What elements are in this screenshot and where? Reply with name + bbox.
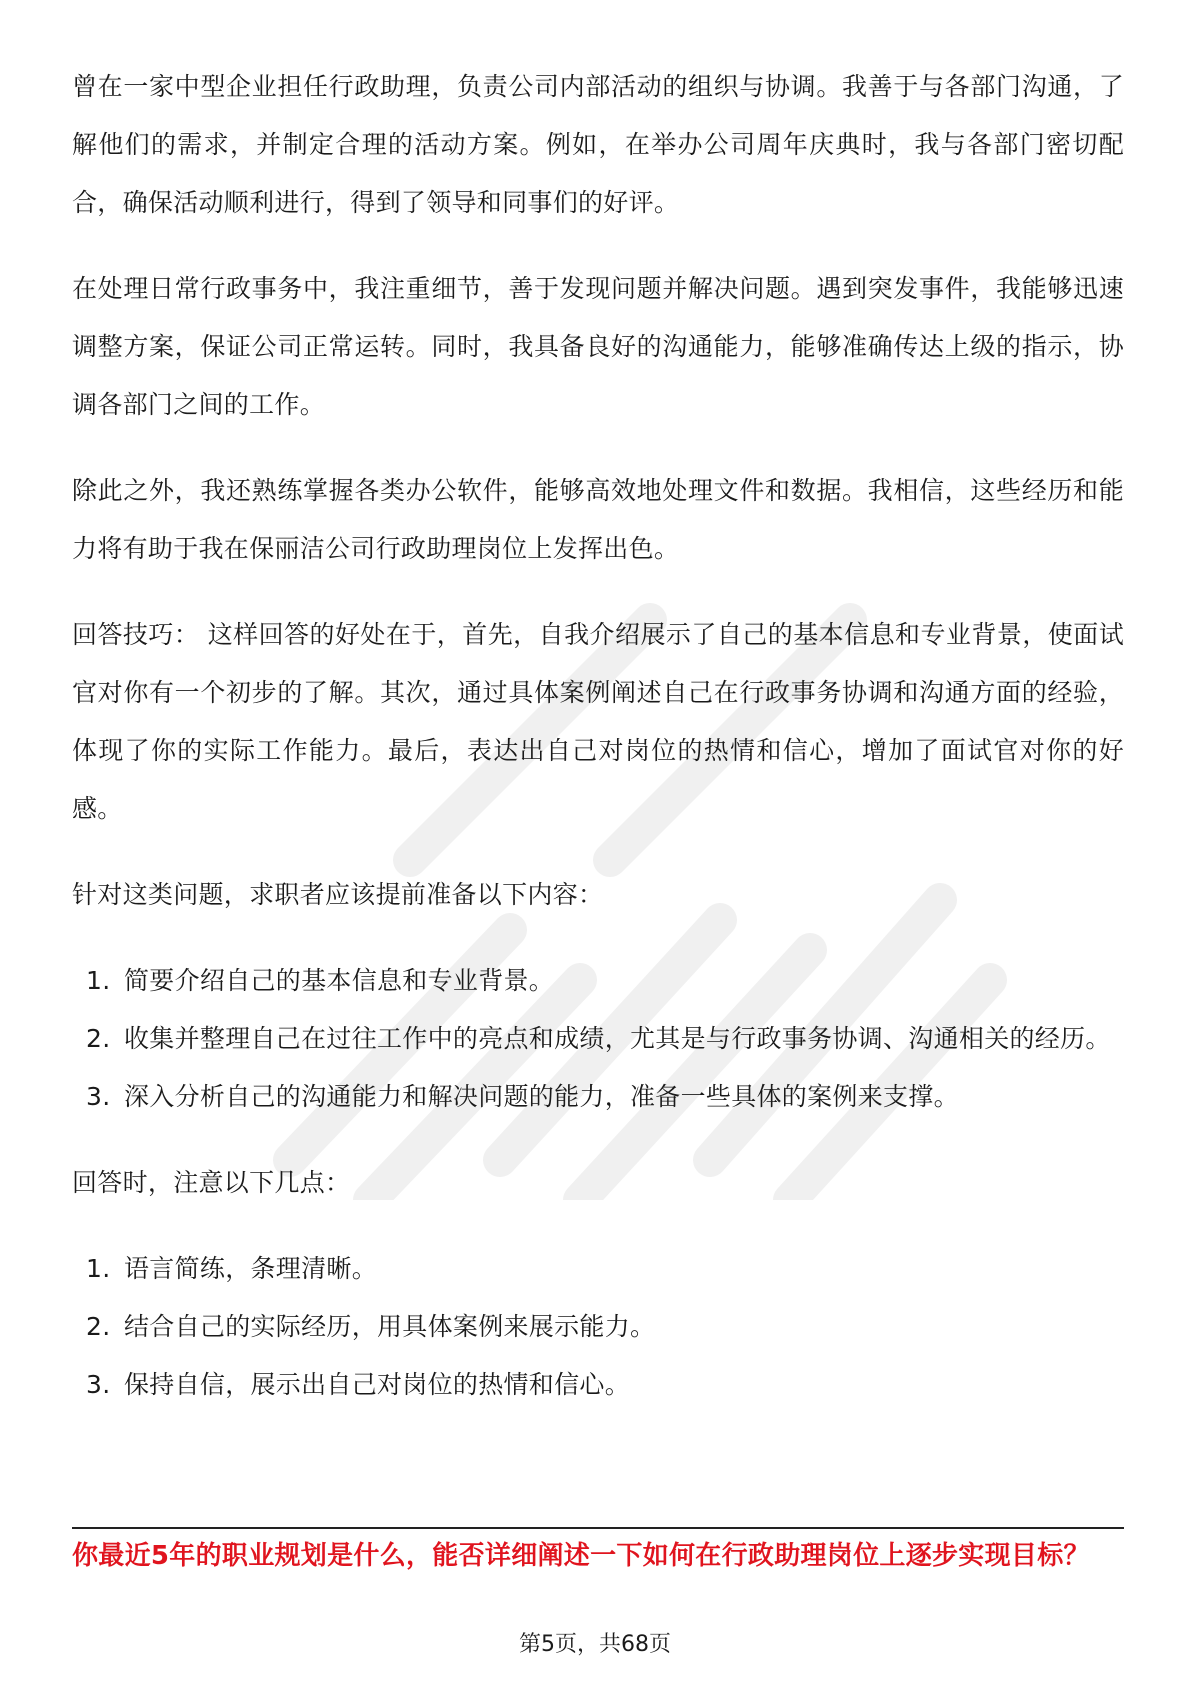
list-item [72, 1240, 1124, 1298]
list-item [72, 1298, 1124, 1356]
list-number: 3. [86, 1370, 111, 1399]
paragraph-answer-notes-intro: 回答时，注意以下几点： [72, 1168, 351, 1197]
list-item-text: 语言简练，条理清晰。 [124, 1254, 378, 1283]
paragraph-answer-tips: 回答技巧： 这样回答的好处在于，首先，自我介绍展示了自己的基本信息和专业背景，使面试官对你有一个初步的了解。其次，通过具体案例阐述自己在行政事务协调和沟通方面的经验，体现了你的实际工作能力。最后，表达出自己对岗位的热情和信心，增加了面试官对你的好感。 [72, 620, 1124, 823]
list-number: 2. [86, 1024, 111, 1053]
list-item-text: 简要介绍自己的基本信息和专业背景。 [124, 966, 555, 995]
list-item [72, 1068, 1124, 1126]
paragraph-preparation-intro: 针对这类问题，求职者应该提前准备以下内容： [72, 880, 604, 909]
list-item-text: 收集并整理自己在过往工作中的亮点和成绩，尤其是与行政事务协调、沟通相关的经历。 [124, 1024, 1111, 1053]
list-item [72, 952, 1124, 1010]
list-number: 1. [86, 966, 111, 995]
list-number: 1. [86, 1254, 111, 1283]
paragraph-experience: 曾在一家中型企业担任行政助理，负责公司内部活动的组织与协调。我善于与各部门沟通，了解他们的需求，并制定合理的活动方案。例如，在举办公司周年庆典时，我与各部门密切配合，确保活动顺利进行，得到了领导和同事们的好评。 [72, 72, 1124, 217]
list-number: 2. [86, 1312, 111, 1341]
list-number: 3. [86, 1082, 111, 1111]
list-item-text: 结合自己的实际经历，用具体案例来展示能力。 [124, 1312, 656, 1341]
section-divider [72, 1527, 1124, 1529]
preparation-list [72, 952, 1124, 1126]
list-item [72, 1010, 1124, 1068]
document-body [72, 58, 1124, 1442]
next-question-heading: 你最近5年的职业规划是什么，能否详细阐述一下如何在行政助理岗位上逐步实现目标？ [72, 1541, 1090, 1571]
notes-list [72, 1240, 1124, 1414]
page-number-footer: 第5页，共68页 [519, 1632, 671, 1657]
list-item [72, 1356, 1124, 1414]
list-item-text: 深入分析自己的沟通能力和解决问题的能力，准备一些具体的案例来支撑。 [124, 1082, 959, 1111]
paragraph-skills: 除此之外，我还熟练掌握各类办公软件，能够高效地处理文件和数据。我相信，这些经历和能力将有助于我在保丽洁公司行政助理岗位上发挥出色。 [72, 476, 1124, 563]
paragraph-daily-affairs: 在处理日常行政事务中，我注重细节，善于发现问题并解决问题。遇到突发事件，我能够迅速调整方案，保证公司正常运转。同时，我具备良好的沟通能力，能够准确传达上级的指示，协调各部门之间的工作。 [72, 274, 1124, 419]
list-item-text: 保持自信，展示出自己对岗位的热情和信心。 [124, 1370, 631, 1399]
